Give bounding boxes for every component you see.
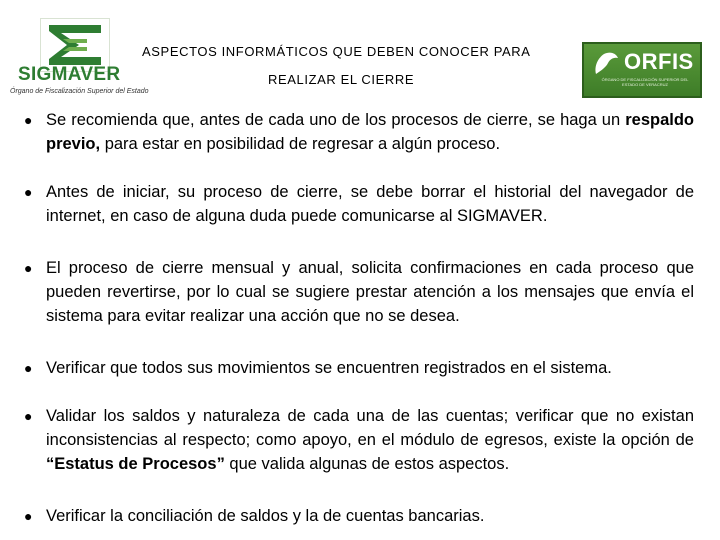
sigmaver-logo: [10, 14, 160, 110]
orfis-wordmark: ORFIS: [624, 49, 694, 74]
orfis-logo: [582, 42, 702, 98]
list-item: [22, 404, 694, 476]
page-title: [142, 38, 582, 94]
list-item: [22, 256, 694, 328]
bullet-bold-text: respaldo previo,: [46, 111, 694, 153]
bullet-icon: ●: [24, 112, 33, 128]
bullet-icon: ●: [24, 408, 33, 424]
sigmaver-subtitle: Órgano de Fiscalización Superior del Estado: [10, 88, 149, 95]
list-item: [22, 108, 694, 156]
list-item: [22, 180, 694, 228]
bullet-text: Verificar que todos sus movimientos se encuentren registrados en el sistema.: [46, 359, 612, 377]
orfis-map-icon: [590, 48, 622, 78]
bullet-text: que valida algunas de estos aspectos.: [224, 455, 510, 473]
bullet-icon: ●: [24, 260, 33, 276]
bullet-icon: ●: [24, 508, 33, 524]
sigmaver-wordmark: SIGMAVER: [18, 64, 121, 85]
list-item: [22, 356, 612, 380]
list-item: [22, 504, 484, 528]
bullet-text: Validar los saldos y naturaleza de cada una de las cuentas; verificar que no existan inconsistencias al respecto; como apoyo, en el módulo de egresos, existe la opción de: [46, 407, 694, 449]
bullet-text: Antes de iniciar, su proceso de cierre, se debe borrar el historial del navegador de internet, en caso de alguna duda puede comunicarse al SIGMAVER.: [46, 183, 694, 225]
bullet-text: Se recomienda que, antes de cada uno de los procesos de cierre, se haga un: [46, 111, 626, 129]
bullet-bold-text: “Estatus de Procesos”: [46, 455, 225, 473]
bullet-icon: ●: [24, 184, 33, 200]
bullet-icon: ●: [24, 360, 33, 376]
header: [0, 0, 720, 110]
orfis-subtitle: ÓRGANO DE FISCALIZACIÓN SUPERIOR DEL ESTADO DE VERACRUZ: [601, 77, 689, 87]
title-line-2: REALIZAR EL CIERRE: [268, 72, 415, 87]
bullet-text: Verificar la conciliación de saldos y la de cuentas bancarias.: [46, 507, 485, 525]
bullet-text: El proceso de cierre mensual y anual, solicita confirmaciones en cada proceso que pueden revertirse, por lo cual se sugiere prestar atención a los mensajes que envía el sistema para evitar realizar una acción que no se desea.: [46, 259, 694, 325]
title-line-1: ASPECTOS INFORMÁTICOS QUE DEBEN CONOCER PARA: [142, 44, 531, 59]
bullet-text: para estar en posibilidad de regresar a algún proceso.: [100, 135, 501, 153]
